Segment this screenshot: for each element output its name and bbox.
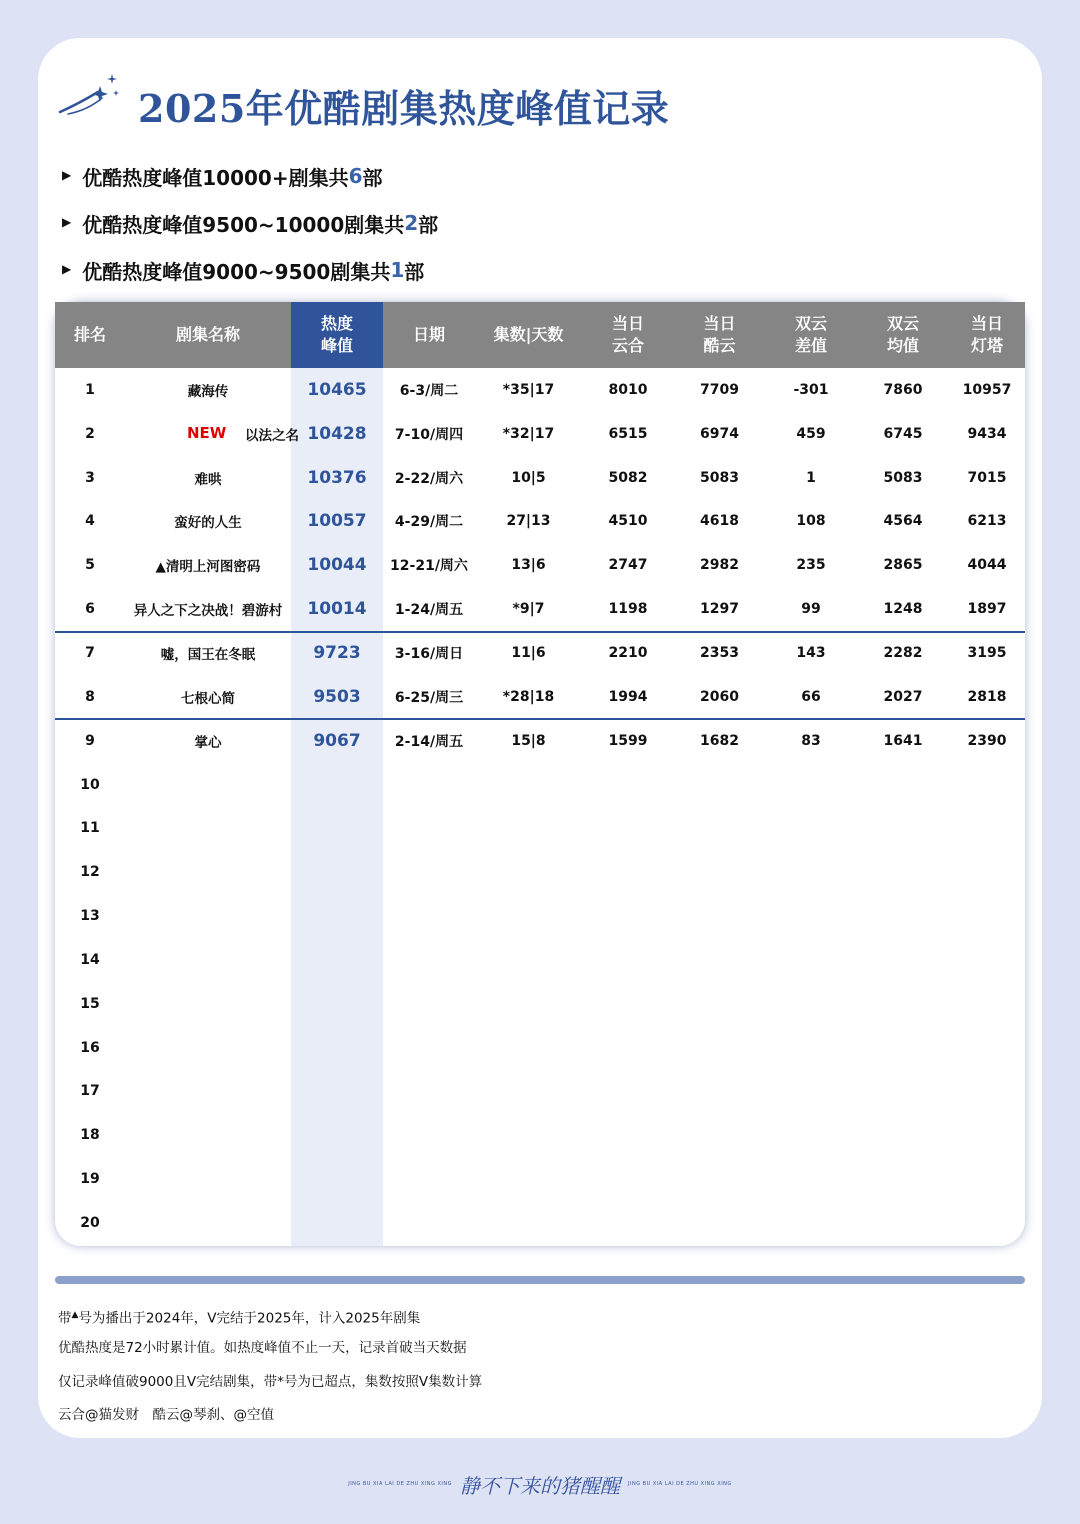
cell-rank: 9 — [85, 732, 95, 749]
ranking-table — [55, 302, 1025, 1246]
cell-dengta: 1897 — [967, 601, 1007, 618]
table-row — [55, 1026, 1025, 1070]
tier-separator-10000 — [55, 631, 1025, 633]
cell-name — [125, 423, 299, 444]
cell-kuyun: 1297 — [700, 601, 739, 618]
cell-diff: 83 — [801, 732, 821, 749]
footnote-text: 仅记录峰值破9000且V完结剧集，带*号为已超点，集数按照V集数计算 — [58, 1373, 483, 1390]
column-header-eps: 集数|天数 — [493, 325, 564, 344]
cell-eps: *28|18 — [502, 688, 555, 705]
cell-dengta: 2390 — [967, 732, 1007, 749]
table-row — [55, 1113, 1025, 1157]
column-header-avg: 双云 均值 — [886, 314, 919, 355]
cell-yunhe: 6515 — [608, 425, 648, 442]
footnote — [58, 1366, 482, 1399]
cell-avg: 6745 — [883, 425, 923, 442]
cell-dengta: 3195 — [967, 644, 1007, 661]
column-header-diff: 双云 差值 — [794, 314, 827, 355]
table-row — [55, 894, 1025, 938]
cell-rank: 6 — [85, 601, 95, 618]
footer-pinyin-left: JING BU XIA LAI DE ZHU XING XING — [348, 1481, 452, 1487]
footnote — [58, 1332, 482, 1365]
cell-eps: 13|6 — [511, 557, 546, 574]
cell-diff: 66 — [801, 688, 821, 705]
cell-yunhe: 1994 — [608, 688, 648, 705]
cell-name: 难哄 — [194, 471, 222, 488]
cell-rank: 20 — [80, 1214, 100, 1231]
cell-rank: 12 — [80, 864, 100, 881]
notes — [58, 1299, 482, 1432]
summary-count: 6 — [348, 164, 363, 188]
summary-prefix: 优酷热度峰值9500~10000剧集共 — [82, 212, 405, 237]
cell-rank: 10 — [80, 776, 100, 793]
summary-line — [62, 152, 438, 200]
cell-yunhe: 8010 — [608, 381, 648, 398]
table-row — [55, 368, 1025, 412]
cell-diff: 143 — [796, 644, 826, 661]
cell-dengta: 9434 — [967, 425, 1007, 442]
table-row — [55, 806, 1025, 850]
bullet-triangle-icon: ▶ — [62, 262, 72, 276]
summary-line — [62, 246, 438, 294]
cell-kuyun: 5083 — [700, 469, 739, 486]
cell-name: 嘘，国王在冬眠 — [160, 646, 256, 663]
cell-diff: 108 — [796, 513, 826, 530]
table-row — [55, 850, 1025, 894]
summary-line — [62, 199, 438, 247]
summary-count: 1 — [390, 258, 405, 282]
cell-kuyun: 2353 — [700, 644, 739, 661]
cell-kuyun: 4618 — [700, 513, 739, 530]
cell-avg: 2865 — [883, 557, 923, 574]
footnote — [58, 1299, 482, 1332]
cell-rank: 15 — [80, 995, 100, 1012]
cell-heat: 10014 — [307, 599, 367, 620]
table-row — [55, 631, 1025, 675]
cell-kuyun: 6974 — [700, 425, 739, 442]
cell-name: 异人之下之决战！碧游村 — [133, 603, 283, 620]
cell-heat: 9067 — [313, 730, 361, 751]
new-badge: NEW — [187, 423, 227, 442]
cell-heat: 9723 — [313, 642, 361, 663]
cell-eps: *35|17 — [502, 381, 555, 398]
table-row — [55, 938, 1025, 982]
cell-kuyun: 2060 — [700, 688, 739, 705]
summary-suffix: 部 — [362, 165, 383, 190]
column-header-date: 日期 — [412, 325, 445, 344]
table-row — [55, 456, 1025, 500]
cell-kuyun: 2982 — [700, 557, 739, 574]
cell-date: 12-21/周六 — [390, 558, 468, 575]
footer-signature: 静不下来的猪醒醒 — [460, 1473, 620, 1498]
cell-heat: 9503 — [313, 686, 361, 707]
cell-date: 2-22/周六 — [394, 470, 464, 487]
cell-diff: 459 — [796, 425, 826, 442]
cell-avg: 2282 — [883, 644, 923, 661]
footer-pinyin-right: JING BU XIA LAI DE ZHU XING XING — [628, 1481, 732, 1487]
cell-diff: 99 — [801, 601, 821, 618]
cell-date: 3-16/周日 — [394, 645, 464, 662]
cell-heat: 10376 — [307, 467, 367, 488]
table-row — [55, 412, 1025, 456]
summary-list — [62, 152, 438, 293]
cell-yunhe: 1599 — [608, 732, 648, 749]
cell-date: 2-14/周五 — [394, 733, 464, 750]
table-header — [55, 302, 1025, 368]
tier-separator-9500 — [55, 718, 1025, 720]
cell-dengta: 10957 — [962, 381, 1012, 398]
cell-avg: 1248 — [883, 601, 923, 618]
cell-yunhe: 5082 — [608, 469, 648, 486]
table-body — [55, 368, 1025, 1245]
cell-date: 7-10/周四 — [394, 426, 464, 443]
cell-kuyun: 1682 — [700, 732, 739, 749]
cell-diff: 235 — [796, 557, 826, 574]
table-row — [55, 1201, 1025, 1245]
footnote-text: 带 — [58, 1310, 72, 1327]
cell-avg: 2027 — [883, 688, 923, 705]
cell-yunhe: 2747 — [608, 557, 648, 574]
summary-suffix: 部 — [404, 259, 425, 284]
cell-rank: 17 — [80, 1083, 100, 1100]
cell-rank: 3 — [85, 469, 95, 486]
cell-eps: 11|6 — [511, 644, 546, 661]
cell-date: 6-3/周二 — [399, 382, 459, 399]
table-row — [55, 719, 1025, 763]
cell-rank: 8 — [85, 688, 95, 705]
cell-yunhe: 4510 — [608, 513, 648, 530]
summary-suffix: 部 — [418, 212, 439, 237]
cell-rank: 18 — [80, 1127, 100, 1144]
table-row — [55, 500, 1025, 544]
column-header-heat: 热度 峰值 — [291, 302, 383, 368]
footer-watermark — [0, 1468, 1080, 1500]
table-row — [55, 763, 1025, 807]
cell-name: 七根心简 — [181, 690, 235, 707]
cell-eps: *32|17 — [502, 425, 555, 442]
cell-avg: 5083 — [883, 469, 923, 486]
cell-avg: 1641 — [883, 732, 923, 749]
divider-bar — [55, 1276, 1025, 1284]
cell-rank: 7 — [85, 644, 95, 661]
cell-rank: 16 — [80, 1039, 100, 1056]
cell-diff: 1 — [806, 469, 816, 486]
cell-name: 藏海传 — [187, 383, 229, 400]
cell-rank: 13 — [80, 908, 100, 925]
cell-eps: 15|8 — [511, 732, 546, 749]
table-row — [55, 543, 1025, 587]
table-row — [55, 675, 1025, 719]
cell-heat: 10465 — [307, 379, 367, 400]
footnote-text: 优酷热度是72小时累计值。如热度峰值不止一天，记录首破当天数据 — [58, 1340, 467, 1357]
cell-dengta: 4044 — [967, 557, 1007, 574]
cell-eps: 10|5 — [511, 469, 546, 486]
footnote-text: 云合@猫发财 酷云@琴刹、@空值 — [58, 1406, 274, 1423]
cell-avg: 4564 — [883, 513, 923, 530]
cell-dengta: 7015 — [967, 469, 1007, 486]
summary-prefix: 优酷热度峰值9000~9500剧集共 — [82, 259, 391, 284]
bullet-triangle-icon: ▶ — [62, 215, 72, 229]
column-header-yunhe: 当日 云合 — [611, 314, 644, 355]
cell-eps: *9|7 — [512, 601, 545, 618]
series-name: 以法之名 — [245, 427, 299, 444]
cell-heat: 10044 — [307, 555, 367, 576]
cell-rank: 11 — [80, 820, 100, 837]
sparkle-swoosh-icon — [58, 72, 122, 120]
cell-dengta: 6213 — [967, 513, 1007, 530]
table-row — [55, 1070, 1025, 1114]
cell-heat: 10428 — [307, 423, 367, 444]
page-title: 2025年优酷剧集热度峰值记录 — [138, 86, 670, 131]
footnote — [58, 1399, 482, 1432]
column-header-name: 剧集名称 — [175, 325, 240, 344]
footnote-text-rest: 号为播出于2024年，V完结于2025年，计入2025年剧集 — [78, 1310, 421, 1327]
cell-rank: 14 — [80, 951, 100, 968]
table-row — [55, 1157, 1025, 1201]
cell-name: 掌心 — [194, 734, 222, 751]
cell-rank: 2 — [85, 425, 95, 442]
cell-date: 1-24/周五 — [394, 602, 464, 619]
triangle-mark: ▲ — [71, 1310, 79, 1320]
cell-rank: 4 — [85, 513, 95, 530]
bullet-triangle-icon: ▶ — [62, 168, 72, 182]
table-row — [55, 982, 1025, 1026]
column-header-kuyun: 当日 酷云 — [703, 314, 736, 355]
summary-count: 2 — [404, 211, 419, 235]
cell-date: 4-29/周二 — [394, 514, 464, 531]
cell-dengta: 2818 — [967, 688, 1007, 705]
table-row — [55, 587, 1025, 631]
cell-avg: 7860 — [883, 381, 923, 398]
cell-kuyun: 7709 — [700, 381, 739, 398]
cell-heat: 10057 — [307, 511, 367, 532]
cell-yunhe: 2210 — [608, 644, 648, 661]
cell-diff: -301 — [793, 381, 829, 398]
column-header-dengta: 当日 灯塔 — [970, 314, 1003, 355]
summary-prefix: 优酷热度峰值10000+剧集共 — [82, 165, 349, 190]
cell-date: 6-25/周三 — [394, 689, 464, 706]
cell-rank: 1 — [85, 381, 95, 398]
cell-name: ▲清明上河图密码 — [155, 559, 261, 576]
cell-rank: 5 — [85, 557, 95, 574]
column-header-rank: 排名 — [73, 325, 106, 344]
cell-yunhe: 1198 — [608, 601, 648, 618]
cell-name: 蛮好的人生 — [174, 515, 242, 532]
cell-rank: 19 — [80, 1171, 100, 1188]
cell-eps: 27|13 — [506, 513, 551, 530]
